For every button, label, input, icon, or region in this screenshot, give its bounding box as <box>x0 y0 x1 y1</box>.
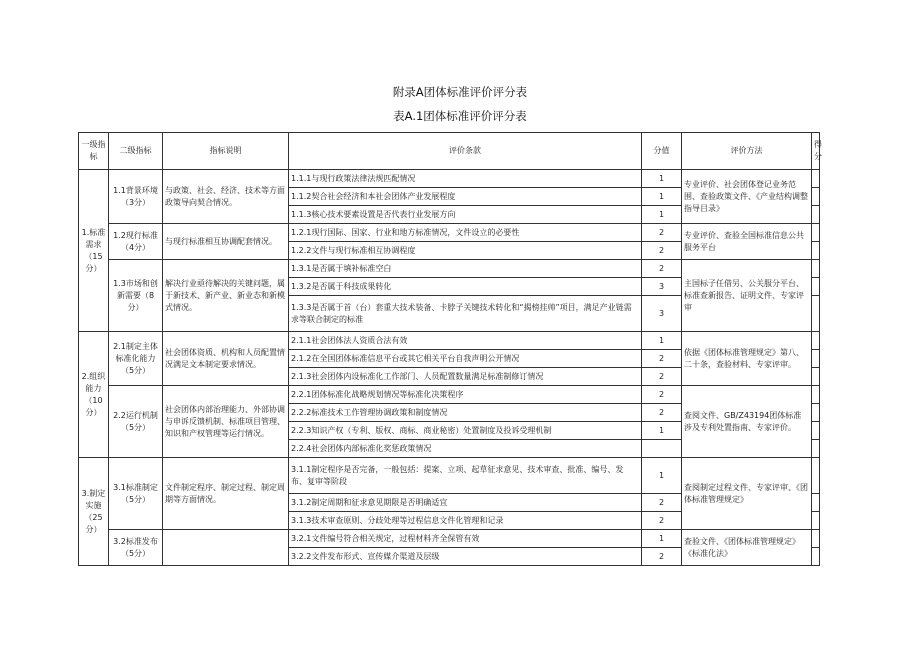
table-row <box>79 530 820 548</box>
points-cell <box>812 548 820 566</box>
header-score: 分值 <box>642 133 682 170</box>
method-cell: 主国标子任借另、公关服分平台、标准查新报告、证明文件、专家评审 <box>682 260 812 332</box>
points-cell <box>812 386 820 404</box>
method-cell: 依据《团体标准管理规定》第八、二十条，查验材料、专家评审。 <box>682 332 812 386</box>
score-cell: 1 <box>642 188 682 206</box>
method-cell: 查阅文件、GB/Z43194团体标准涉及专利处置指南、专家评价。 <box>682 386 812 458</box>
points-cell <box>812 440 820 458</box>
level2-cell: 2.1制定主体标准化能力（5分） <box>109 332 163 386</box>
points-cell <box>812 188 820 206</box>
score-cell: 1 <box>642 530 682 548</box>
points-cell <box>812 170 820 188</box>
description-cell: 解决行业亟待解决的关键问题，属于新技术、新产业、新业态和新模式情况。 <box>163 260 289 332</box>
table-row <box>79 260 820 278</box>
score-cell: 2 <box>642 404 682 422</box>
score-cell: 1 <box>642 332 682 350</box>
header-points: 得分 <box>812 133 820 170</box>
clause-cell: 1.3.1是否属于填补标准空白 <box>289 260 642 278</box>
method-cell: 查阅制定过程文件、专家评审、《团体标准管理规定》 <box>682 458 812 530</box>
header-level2: 二级指标 <box>109 133 163 170</box>
score-cell <box>642 440 682 458</box>
points-cell <box>812 404 820 422</box>
clause-cell: 1.1.1与现行政策法律法规匹配情况 <box>289 170 642 188</box>
score-cell: 2 <box>642 548 682 566</box>
clause-cell: 3.2.1文件编号符合相关规定，过程材料齐全保管有效 <box>289 530 642 548</box>
score-cell: 3 <box>642 296 682 332</box>
points-cell <box>812 512 820 530</box>
clause-cell: 1.3.2是否属于科技成果转化 <box>289 278 642 296</box>
level2-cell: 2.2运行机制（5分） <box>109 386 163 458</box>
points-cell <box>812 224 820 242</box>
score-cell: 3 <box>642 278 682 296</box>
points-cell <box>812 278 820 296</box>
clause-cell: 1.1.3核心技术要素设置是否代表行业发展方向 <box>289 206 642 224</box>
method-cell: 专业评价、社会团体登记业务范围、查验政策文件、《产业结构调整指导目录》 <box>682 170 812 224</box>
score-cell: 2 <box>642 368 682 386</box>
score-cell: 2 <box>642 386 682 404</box>
clause-cell: 2.1.1社会团体法人资质合法有效 <box>289 332 642 350</box>
method-cell: 专业评价、查验全国标准信息公共服务平台 <box>682 224 812 260</box>
description-cell: 社会团体内部治理能力、外部协调与申诉反馈机制、标准项目管理、知识和产权管理等运行情况。 <box>163 386 289 458</box>
table-row <box>79 332 820 350</box>
points-cell <box>812 332 820 350</box>
score-cell: 2 <box>642 494 682 512</box>
level1-cell: 2.组织能力（10分） <box>79 332 109 458</box>
table-row <box>79 458 820 494</box>
description-cell <box>163 530 289 566</box>
appendix-title: 附录A团体标准评价评分表 <box>392 85 528 99</box>
description-cell: 与政策、社会、经济、技术等方面政策导向契合情况。 <box>163 170 289 224</box>
level1-cell: 1.标准需求（15分） <box>79 170 109 332</box>
points-cell <box>812 494 820 512</box>
points-cell <box>812 458 820 494</box>
score-cell: 2 <box>642 512 682 530</box>
level2-cell: 3.1标准制定（5分） <box>109 458 163 530</box>
table-row <box>79 386 820 404</box>
score-cell: 2 <box>642 224 682 242</box>
clause-cell: 3.2.2文件发布形式、宣传媒介渠道及层级 <box>289 548 642 566</box>
score-cell: 2 <box>642 350 682 368</box>
level2-cell: 1.2现行标准（4分） <box>109 224 163 260</box>
level2-cell: 1.3市场和创新需要（8分） <box>109 260 163 332</box>
header-description: 指标说明 <box>163 133 289 170</box>
clause-cell: 2.1.2在全国团体标准信息平台或其它相关平台自我声明公开情况 <box>289 350 642 368</box>
table-row <box>79 170 820 188</box>
score-cell: 1 <box>642 422 682 440</box>
header-level1: 一级指标 <box>79 133 109 170</box>
score-cell: 1 <box>642 458 682 494</box>
level1-cell: 3.制定实施（25分） <box>79 458 109 566</box>
score-cell: 1 <box>642 170 682 188</box>
points-cell <box>812 530 820 548</box>
header-clause: 评价条款 <box>289 133 642 170</box>
points-cell <box>812 260 820 278</box>
description-cell: 社会团体资质、机构和人员配置情况满足文本制定要求情况。 <box>163 332 289 386</box>
points-cell <box>812 206 820 224</box>
clause-cell: 2.2.1团体标准化战略规划情况等标准化决策程序 <box>289 386 642 404</box>
method-cell: 查验文件、《团体标准管理规定》《标准化法》 <box>682 530 812 566</box>
clause-cell: 2.1.3社会团体内设标准化工作部门、人员配置数量满足标准制修订情况 <box>289 368 642 386</box>
level2-cell: 1.1背景环境（3分） <box>109 170 163 224</box>
score-cell: 2 <box>642 260 682 278</box>
points-cell <box>812 368 820 386</box>
header-row <box>79 133 820 170</box>
points-cell <box>812 296 820 332</box>
clause-cell: 1.2.1现行国际、国家、行业和地方标准情况，文件设立的必要性 <box>289 224 642 242</box>
description-cell: 文件制定程序、制定过程、制定周期等方面情况。 <box>163 458 289 530</box>
points-cell <box>812 350 820 368</box>
clause-cell: 3.1.3技术审查原则、分歧处理等过程信息文件化管理和记录 <box>289 512 642 530</box>
table-title: 表A.1团体标准评价评分表 <box>393 109 527 123</box>
clause-cell: 2.2.2标准技术工作管理协调政策和制度情况 <box>289 404 642 422</box>
clause-cell: 3.1.2制定周期和征求意见期限是否明确适宜 <box>289 494 642 512</box>
score-cell: 2 <box>642 242 682 260</box>
clause-cell: 1.1.2契合社会经济和本社会团体产业发展程度 <box>289 188 642 206</box>
points-cell <box>812 242 820 260</box>
clause-cell: 2.2.4社会团体内部标准化奖惩政策情况 <box>289 440 642 458</box>
clause-cell: 3.1.1制定程序是否完备，一般包括：提案、立项、起草征求意见、技术审查、批准、编号、发布、复审等阶段 <box>289 458 642 494</box>
clause-cell: 1.2.2文件与现行标准相互协调程度 <box>289 242 642 260</box>
description-cell: 与现行标准相互协调配套情况。 <box>163 224 289 260</box>
table-row <box>79 224 820 242</box>
header-method: 评价方法 <box>682 133 812 170</box>
level2-cell: 3.2标准发布（5分） <box>109 530 163 566</box>
points-cell <box>812 422 820 440</box>
clause-cell: 2.2.3知识产权（专利、版权、商标、商业秘密）处置制度及投诉受理机制 <box>289 422 642 440</box>
evaluation-table <box>78 132 820 566</box>
table-body <box>79 170 820 566</box>
clause-cell: 1.3.3是否属于首（台）套重大技术装备、卡脖子关键技术转化和“揭榜挂帅”项目，满足产业链需求等联合制定的标准 <box>289 296 642 332</box>
score-cell: 1 <box>642 206 682 224</box>
